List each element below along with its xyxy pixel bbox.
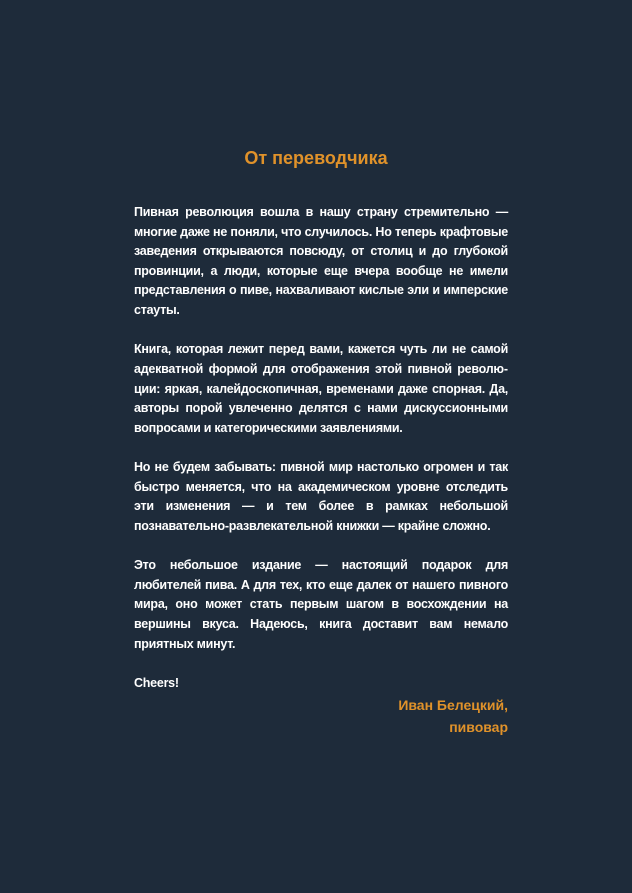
signature — [134, 694, 508, 738]
paragraph-3: Но не будем забывать: пивной мир настолько огромен и так быстро меняется, что на академическом уровне отследить эти изменения — и тем более в рамках небольшой познавательно-развлекательной книжки — крайне сложно. — [134, 460, 508, 533]
paragraph-2: Книга, которая лежит перед вами, кажется чуть ли не самой адекватной формой для отображения этой пивной революции: яркая, калейдоскопичная, временами даже спорная. Да, авторы порой увлеченно делятся с нами дискуссионными вопросами и категорическими заявлениями. — [134, 342, 508, 435]
paragraph-1: Пивная революция вошла в нашу страну стремительно — многие даже не поняли, что случилось. Но теперь крафтовые заведения открываются повсюду, от столиц и до глубокой провинции, а люди, которые еще вчера вообще не имели представления о пиве, нахваливают кислые эли и имперские стауты. — [134, 205, 508, 317]
body-text — [134, 203, 508, 713]
signature-role: пивовар — [449, 719, 508, 735]
page-title: От переводчика — [244, 148, 388, 168]
paragraph-4: Это небольшое издание — настоящий подарок для любителей пива. А для тех, кто еще далек от нашего пивного мира, оно может стать первым шагом в восхождении на вершины вкуса. Надеюсь, книга доставит вам немало приятных минут. — [134, 558, 508, 651]
closing-line: Cheers! — [134, 676, 179, 691]
signature-name: Иван Белецкий, — [398, 697, 508, 713]
